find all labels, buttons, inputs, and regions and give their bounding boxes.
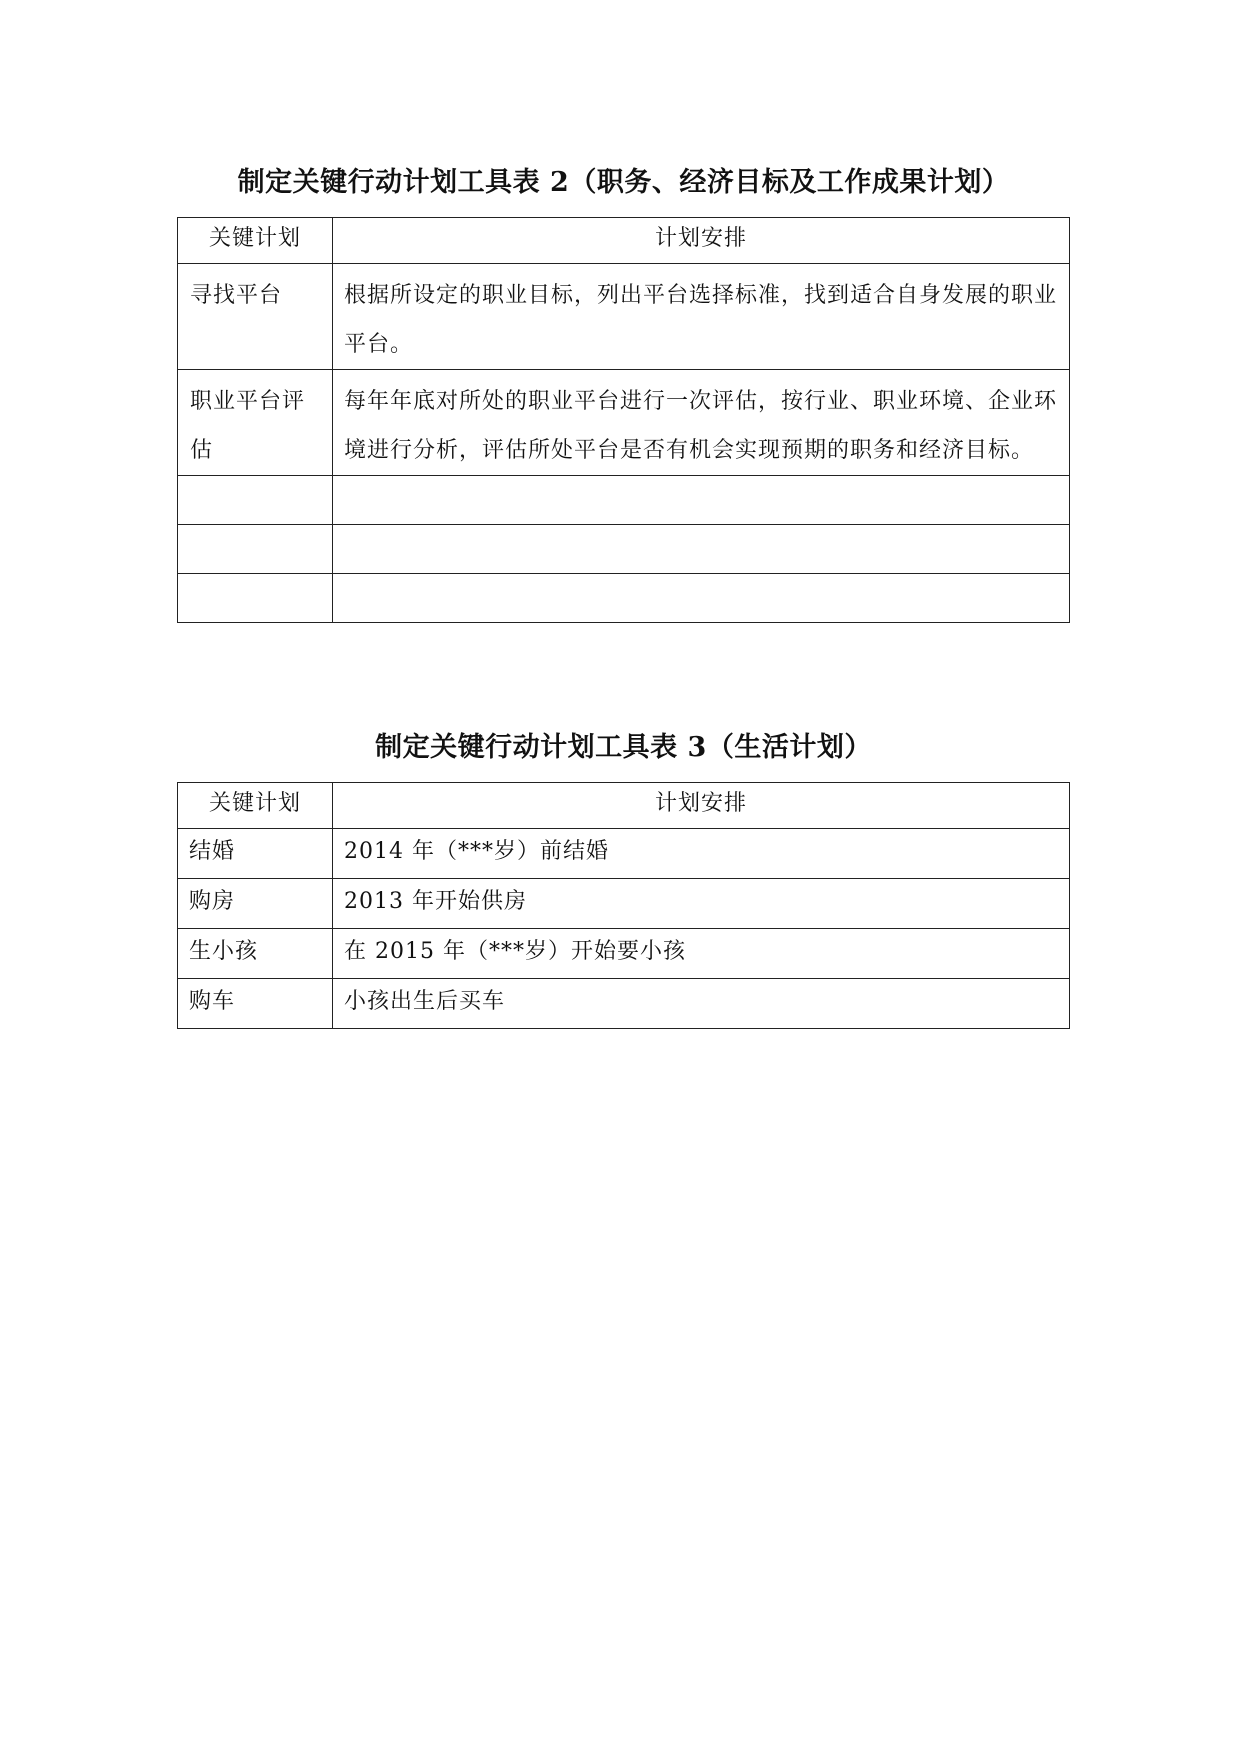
table2-title: 制定关键行动计划工具表 2（职务、经济目标及工作成果计划） <box>237 167 1010 198</box>
table-row <box>178 929 1070 979</box>
table2-header-row <box>178 218 1070 264</box>
table3-row-2-arrangement: 2013 年开始供房 <box>333 879 1070 929</box>
table-row <box>178 829 1070 879</box>
table-row <box>178 370 1070 476</box>
table3-header-row <box>178 783 1070 829</box>
table2-empty-cell <box>333 476 1070 525</box>
table3-title: 制定关键行动计划工具表 3（生活计划） <box>375 732 872 763</box>
table2-row-1-arrangement: 根据所设定的职业目标，列出平台选择标准，找到适合自身发展的职业平台。 <box>333 264 1070 370</box>
table3 <box>177 782 1070 1029</box>
table3-row-3-arrangement: 在 2015 年（***岁）开始要小孩 <box>333 929 1070 979</box>
table2-empty-cell <box>333 574 1070 623</box>
table3-row-4-arrangement: 小孩出生后买车 <box>333 979 1070 1029</box>
table2-empty-cell <box>178 574 333 623</box>
table2-empty-cell <box>333 525 1070 574</box>
table2-empty-cell <box>178 525 333 574</box>
table2-row-2-plan: 职业平台评估 <box>178 370 333 476</box>
table2-row-2-arrangement: 每年年底对所处的职业平台进行一次评估，按行业、职业环境、企业环境进行分析，评估所处平台是否有机会实现预期的职务和经济目标。 <box>333 370 1070 476</box>
table2-section <box>177 165 1070 623</box>
table2-row-1-plan: 寻找平台 <box>178 264 333 370</box>
table3-header-arrangement: 计划安排 <box>333 783 1070 829</box>
table3-row-1-arrangement: 2014 年（***岁）前结婚 <box>333 829 1070 879</box>
table-row-empty <box>178 525 1070 574</box>
table3-header-plan: 关键计划 <box>178 783 333 829</box>
table3-row-4-plan: 购车 <box>178 979 333 1029</box>
table2 <box>177 217 1070 623</box>
table-row <box>178 879 1070 929</box>
table3-row-1-plan: 结婚 <box>178 829 333 879</box>
table3-row-3-plan: 生小孩 <box>178 929 333 979</box>
table-row-empty <box>178 476 1070 525</box>
table-row <box>178 979 1070 1029</box>
table2-empty-cell <box>178 476 333 525</box>
table-row <box>178 264 1070 370</box>
table2-header-arrangement: 计划安排 <box>333 218 1070 264</box>
table2-header-plan: 关键计划 <box>178 218 333 264</box>
table3-section <box>177 730 1070 1029</box>
table3-row-2-plan: 购房 <box>178 879 333 929</box>
table-row-empty <box>178 574 1070 623</box>
